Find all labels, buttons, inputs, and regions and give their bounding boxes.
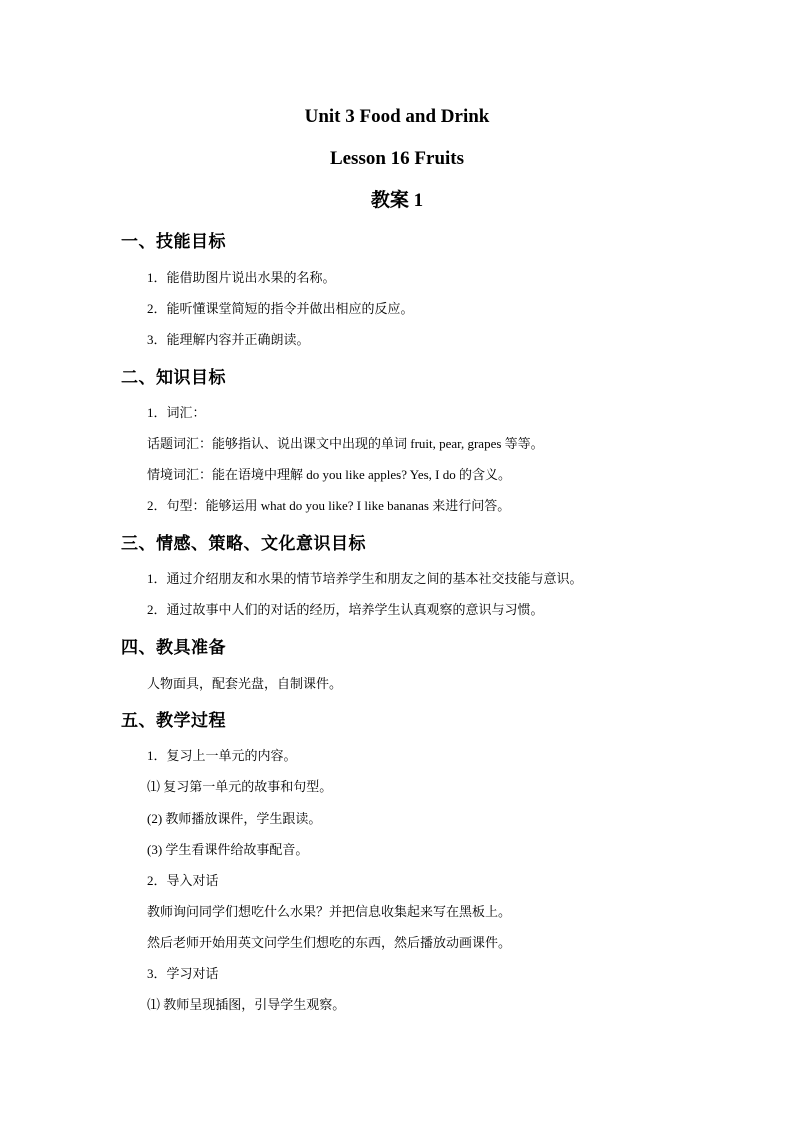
paragraph: 人物面具，配套光盘，自制课件。 [147,676,343,691]
section-heading-emotion-strategy-culture-goals: 三、情感、策略、文化意识目标 [121,534,366,553]
paragraph: 1．能借助图片说出水果的名称。 [147,270,336,285]
paragraph: 1．复习上一单元的内容。 [147,748,297,763]
paragraph: 3．学习对话 [147,966,219,981]
paragraph: (3) 学生看课件给故事配音。 [147,842,309,857]
paragraph: (2) 教师播放课件，学生跟读。 [147,811,322,826]
paragraph: 1．词汇： [147,405,206,420]
section-heading-teaching-process: 五、教学过程 [121,711,226,730]
paragraph: 教师询问同学们想吃什么水果？并把信息收集起来写在黑板上。 [147,904,512,919]
paragraph: 2．导入对话 [147,873,219,888]
paragraph: 然后老师开始用英文问学生们想吃的东西，然后播放动画课件。 [147,935,512,950]
lesson-title: Lesson 16 Fruits [329,148,465,169]
section-heading-knowledge-goals: 二、知识目标 [121,368,226,387]
paragraph: 情境词汇：能在语境中理解 do you like apples? Yes, I do 的含义。 [147,467,511,482]
document-title: Unit 3 Food and Drink [304,106,490,127]
section-heading-skill-goals: 一、技能目标 [121,232,226,251]
paragraph: 3．能理解内容并正确朗读。 [147,332,310,347]
paragraph: ⑴ 教师呈现插图，引导学生观察。 [147,997,346,1012]
paragraph: 2．通过故事中人们的对话的经历，培养学生认真观察的意识与习惯。 [147,602,544,617]
paragraph: 2．能听懂课堂简短的指令并做出相应的反应。 [147,301,414,316]
paragraph: 话题词汇：能够指认、说出课文中出现的单词 fruit, pear, grapes 等等。 [147,436,544,451]
lesson-plan-label: 教案 1 [370,190,424,211]
paragraph: 2．句型：能够运用 what do you like? I like bananas 来进行问答。 [147,498,511,513]
paragraph: 1．通过介绍朋友和水果的情节培养学生和朋友之间的基本社交技能与意识。 [147,571,583,586]
section-heading-teaching-aids: 四、教具准备 [121,638,226,657]
paragraph: ⑴ 复习第一单元的故事和句型。 [147,779,333,794]
